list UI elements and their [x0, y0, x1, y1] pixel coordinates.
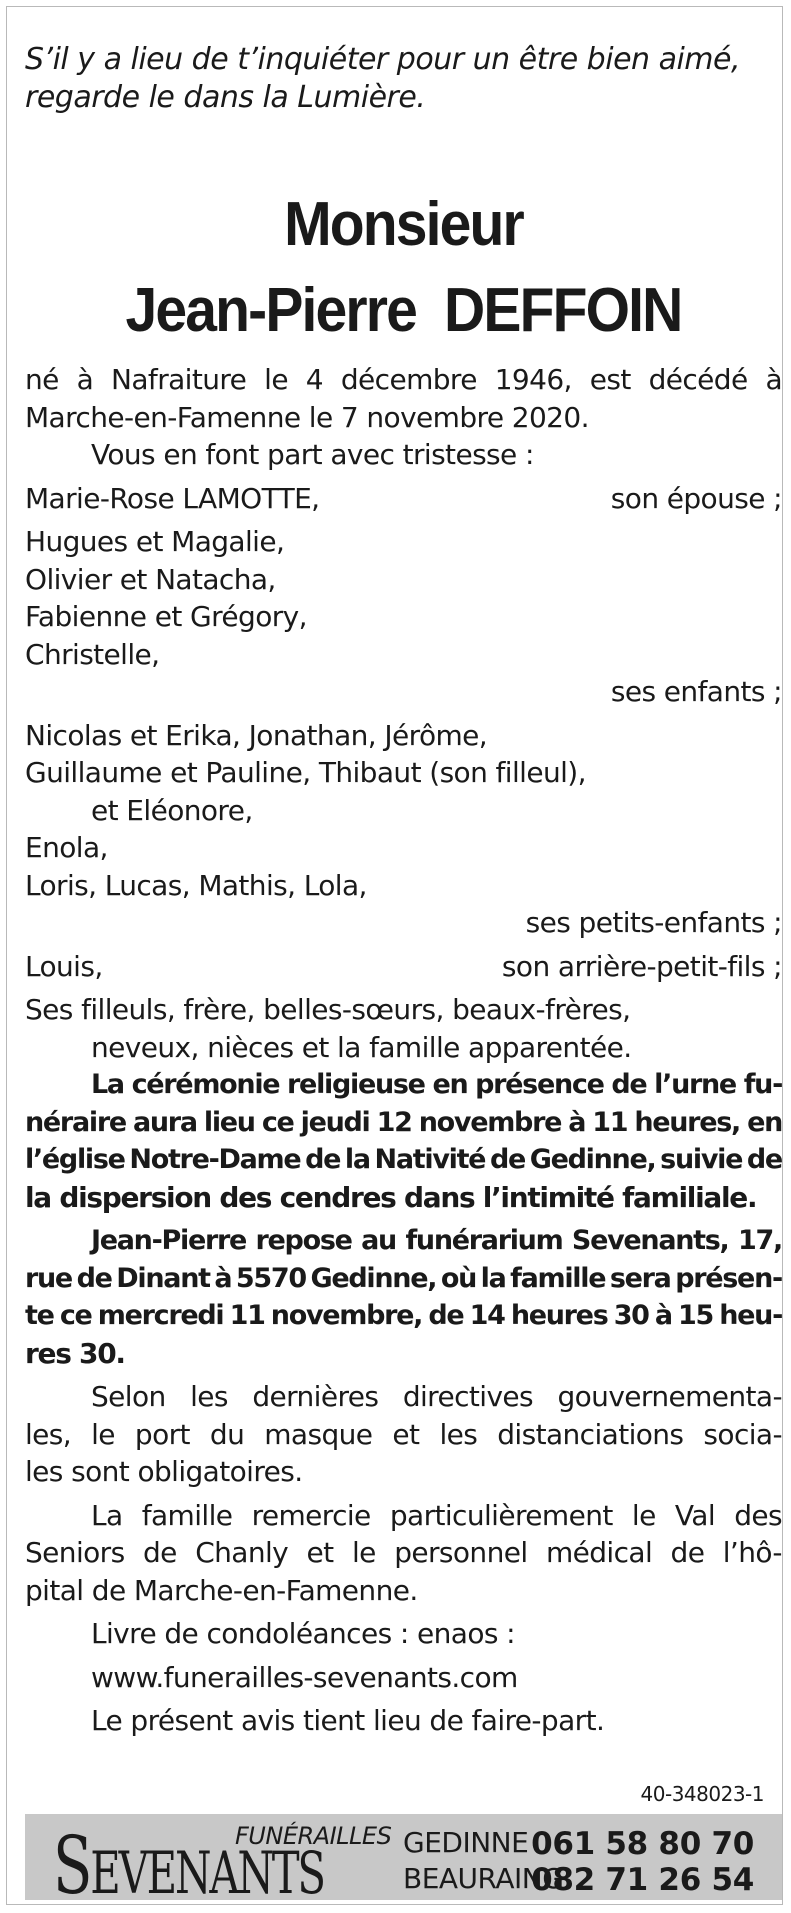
- word: de: [305, 1144, 341, 1175]
- word: heu-: [719, 1300, 782, 1331]
- visitation-line: res 30.: [25, 1336, 125, 1370]
- word: les: [439, 1417, 478, 1451]
- word: de: [611, 1069, 647, 1100]
- family-line: Enola,: [25, 831, 108, 864]
- family-line: Guillaume et Pauline, Thibaut (son filleul),: [25, 756, 586, 789]
- title-full-name: Jean-Pierre DEFFOIN: [125, 276, 682, 345]
- word: décédé: [648, 363, 748, 396]
- word: funérarium: [405, 1225, 563, 1256]
- word: décembre: [340, 363, 477, 396]
- reference-number: 40-348023-1: [640, 1782, 764, 1806]
- word: le: [631, 1498, 656, 1532]
- phone-beauraing[interactable]: 082 71 26 54: [531, 1862, 754, 1898]
- word: directives: [402, 1380, 534, 1413]
- relation-label: son épouse ;: [610, 481, 782, 515]
- word: en: [747, 1106, 782, 1138]
- word: 30: [613, 1300, 649, 1331]
- logo-name: EVENANTS: [90, 1839, 324, 1907]
- word: 11: [592, 1106, 628, 1138]
- word: jeudi: [300, 1106, 370, 1138]
- family-line: Ses filleuls, frère, belles-sœurs, beaux-frères,: [25, 993, 631, 1026]
- word: 15: [678, 1300, 714, 1331]
- word: ce: [59, 1300, 92, 1331]
- word: de: [428, 1300, 464, 1331]
- word: du: [209, 1417, 245, 1451]
- word: heures: [510, 1300, 608, 1331]
- word: Nativité: [374, 1144, 486, 1175]
- phone-gedinne[interactable]: 061 58 80 70: [531, 1826, 754, 1862]
- announcement-line: Vous en font part avec tristesse :: [91, 438, 534, 471]
- ceremony-line: la dispersion des cendres dans l’intimité familiale.: [25, 1180, 757, 1214]
- ceremony-line: [25, 1104, 782, 1142]
- word: aura: [132, 1106, 197, 1138]
- word: à: [76, 363, 94, 396]
- word: 4: [305, 363, 324, 396]
- relation-label: son arrière-petit-fils ;: [501, 949, 782, 983]
- word: repose: [255, 1225, 352, 1256]
- thanks-line: [25, 1534, 782, 1572]
- word: novembre,: [270, 1300, 423, 1331]
- word: masque: [264, 1417, 373, 1451]
- word: de: [142, 1536, 177, 1569]
- word: Gedinne,: [529, 1144, 656, 1175]
- word: mercredi: [97, 1300, 224, 1331]
- word: présence: [475, 1069, 604, 1100]
- word: particulièrement: [389, 1498, 613, 1532]
- word: à: [568, 1106, 586, 1138]
- epigraph: [25, 41, 782, 117]
- word: La: [91, 1498, 123, 1532]
- word: remercie: [251, 1498, 371, 1532]
- word: Val: [674, 1498, 716, 1532]
- family-line: Loris, Lucas, Mathis, Lola,: [25, 868, 367, 902]
- word: médical: [545, 1536, 653, 1569]
- spouse-name: Marie-Rose LAMOTTE,: [25, 481, 320, 515]
- word: socia-: [703, 1417, 782, 1451]
- great-grandchild-line: [25, 948, 782, 986]
- word: l’hô-: [722, 1536, 782, 1569]
- directives-line: les sont obligatoires.: [25, 1455, 303, 1488]
- word: 11: [229, 1300, 265, 1331]
- word: en: [432, 1069, 468, 1100]
- condolences-url[interactable]: www.funerailles-sevenants.com: [91, 1660, 518, 1694]
- location-gedinne: GEDINNE: [403, 1826, 529, 1859]
- logo-initial: S: [53, 1819, 91, 1912]
- word: à: [214, 1262, 232, 1294]
- family-line: Hugues et Magalie,: [25, 525, 285, 558]
- word: où: [440, 1262, 476, 1294]
- word: gouvernementa-: [557, 1380, 782, 1413]
- word: le: [351, 1536, 376, 1569]
- family-line: neveux, nièces et la famille apparentée.: [91, 1030, 632, 1064]
- word: ce: [261, 1106, 294, 1138]
- word: de: [489, 1144, 525, 1175]
- location-beauraing: BEAURAING: [403, 1862, 564, 1895]
- word: la: [344, 1144, 370, 1175]
- word: 17,: [738, 1225, 782, 1256]
- word: te: [25, 1300, 54, 1331]
- word: de: [76, 1262, 112, 1294]
- word: est: [589, 363, 631, 396]
- family-line: Nicolas et Erika, Jonathan, Jérôme,: [25, 718, 488, 752]
- directives-line: [25, 1416, 782, 1454]
- birth-death-line: Marche-en-Famenne le 7 novembre 2020.: [25, 400, 589, 434]
- ceremony-line: [25, 1066, 782, 1104]
- visitation-line: [25, 1222, 782, 1260]
- visitation-line: [25, 1297, 782, 1335]
- word: la: [480, 1262, 506, 1294]
- word: Selon: [91, 1380, 166, 1413]
- word: présen-: [675, 1262, 782, 1294]
- family-line: Christelle,: [25, 637, 160, 671]
- thanks-line: [25, 1497, 782, 1535]
- word: personnel: [394, 1536, 528, 1569]
- word: 14: [469, 1300, 505, 1331]
- word: le: [264, 363, 288, 396]
- family-line: Olivier et Natacha,: [25, 562, 276, 596]
- word: au: [361, 1225, 396, 1256]
- word: les: [190, 1380, 228, 1413]
- notice-body: [25, 361, 782, 1740]
- word: La: [91, 1069, 124, 1100]
- word: cérémonie: [131, 1069, 280, 1100]
- logo-tagline: FUNÉRAILLES: [235, 1822, 392, 1850]
- word: le: [91, 1417, 115, 1451]
- word: famille: [510, 1262, 606, 1294]
- word: suivie: [660, 1144, 743, 1175]
- family-line: et Eléonore,: [91, 793, 253, 827]
- word: Dinant: [116, 1262, 210, 1294]
- word: Chanly: [195, 1536, 289, 1569]
- word: sera: [609, 1262, 671, 1294]
- family-name: Louis,: [25, 949, 103, 983]
- notice-frame: [6, 6, 783, 1912]
- word: religieuse: [287, 1069, 425, 1100]
- word: port: [134, 1417, 190, 1451]
- word: Seniors: [25, 1536, 125, 1569]
- word: 5570: [235, 1262, 306, 1294]
- word: à: [765, 363, 782, 396]
- word: Sevenants,: [571, 1225, 729, 1256]
- directives-line: [25, 1378, 782, 1416]
- relation-label: ses enfants ;: [610, 675, 782, 708]
- word: né: [25, 363, 59, 396]
- word: de: [746, 1144, 782, 1175]
- word: à: [654, 1300, 672, 1331]
- word: les,: [25, 1417, 72, 1451]
- closing-line: Le présent avis tient lieu de faire-part.: [91, 1704, 605, 1737]
- word: l’urne: [654, 1069, 736, 1100]
- word: et: [306, 1536, 334, 1569]
- word: Jean-Pierre: [91, 1225, 247, 1256]
- word: heures,: [634, 1106, 740, 1138]
- word: des: [734, 1498, 782, 1532]
- word: novembre: [418, 1106, 562, 1138]
- word: de: [670, 1536, 705, 1569]
- word: Gedinne,: [310, 1262, 437, 1294]
- epigraph-line: S’il y a lieu de t’inquiéter pour un être bien aimé,: [25, 42, 741, 77]
- word: famille: [141, 1498, 233, 1532]
- thanks-line: pital de Marche-en-Famenne.: [25, 1573, 418, 1607]
- epigraph-line: regarde le dans la Lumière.: [25, 80, 426, 115]
- relation-label: ses petits-enfants ;: [525, 906, 782, 939]
- word: fu-: [743, 1069, 782, 1100]
- birth-death-line: [25, 361, 782, 399]
- title-honorific: Monsieur: [284, 190, 523, 259]
- word: 12: [376, 1106, 412, 1138]
- word: 1946,: [494, 363, 572, 396]
- spouse-line: [25, 480, 782, 518]
- word: lieu: [203, 1106, 255, 1138]
- word: néraire: [25, 1106, 126, 1138]
- condolences-line: Livre de condoléances : enaos :: [91, 1617, 515, 1650]
- word: Nafraiture: [111, 363, 247, 396]
- word: Notre-Dame: [129, 1144, 301, 1175]
- visitation-line: [25, 1260, 782, 1298]
- funeral-home-banner: [25, 1814, 782, 1912]
- family-line: Fabienne et Grégory,: [25, 600, 307, 633]
- deceased-name: [55, 182, 751, 354]
- word: dernières: [252, 1380, 379, 1413]
- ceremony-line: [25, 1141, 782, 1179]
- word: distanciations: [497, 1417, 684, 1451]
- word: l’église: [25, 1144, 125, 1175]
- word: et: [392, 1417, 420, 1451]
- word: rue: [25, 1262, 72, 1294]
